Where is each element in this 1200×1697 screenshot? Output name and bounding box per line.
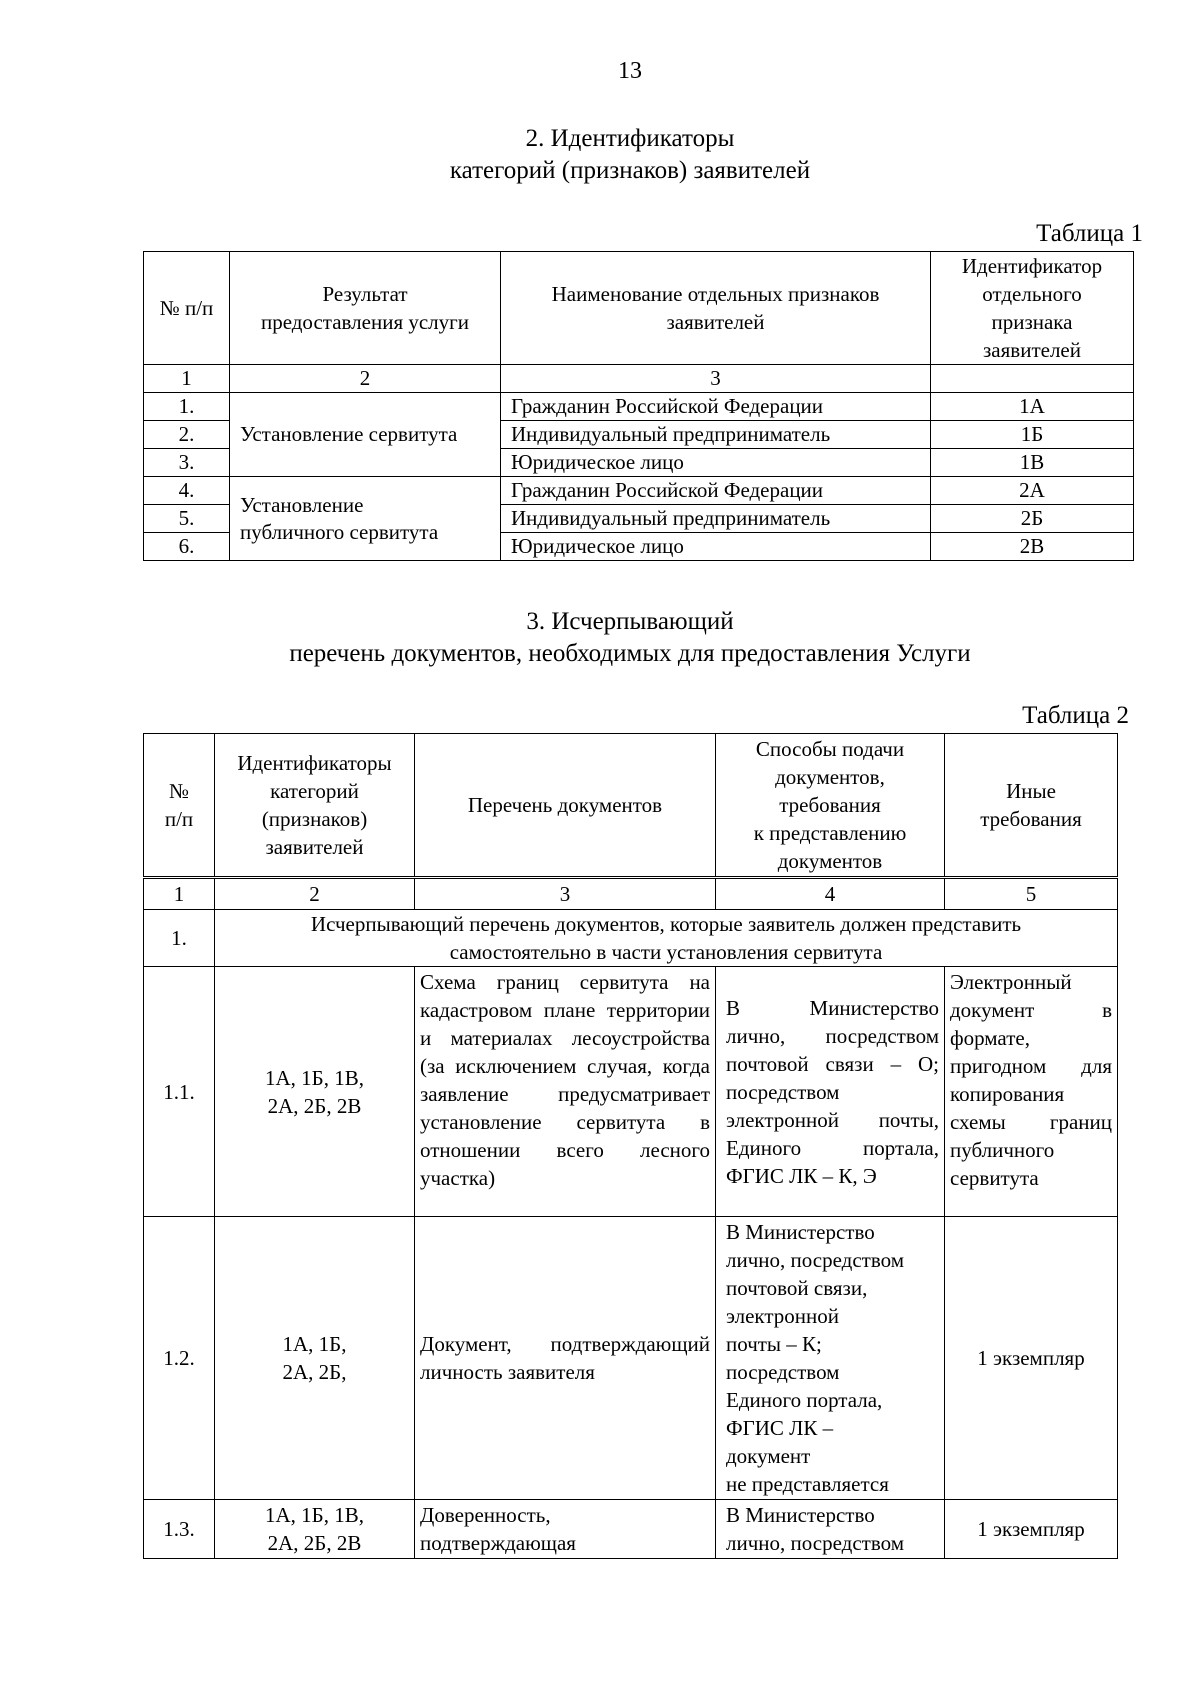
table-1: [143, 251, 1134, 561]
header-category-ids: Идентификаторы категорий (признаков) заявителей: [215, 734, 415, 878]
applicant-id: 1А: [931, 393, 1134, 421]
header-num: № п/п: [144, 734, 215, 878]
table-row: [144, 393, 1134, 421]
applicant-name: Юридическое лицо: [501, 533, 931, 561]
other-requirements: 1 экземпляр: [945, 1217, 1118, 1500]
other-requirements: Электронный документ в формате, пригодном для копирования схемы границ публичного сервитута: [945, 967, 1118, 1217]
applicant-name: Индивидуальный предприниматель: [501, 421, 931, 449]
table-1-label: Таблица 1: [1036, 220, 1143, 247]
row-num: 4.: [144, 477, 230, 505]
table-2: [143, 733, 1118, 1559]
applicant-id: 2В: [931, 533, 1134, 561]
table-row: [144, 477, 1134, 505]
table-2-label: Таблица 2: [1022, 702, 1129, 729]
table-2-column-numbers: [144, 878, 1118, 910]
applicant-id: 2А: [931, 477, 1134, 505]
col-number: 2: [230, 365, 501, 393]
result-cell: Установление публичного сервитута: [230, 477, 501, 561]
header-documents: Перечень документов: [415, 734, 716, 878]
document-list: Документ, подтверждающий личность заявителя: [415, 1217, 716, 1500]
header-identifier: Идентификатор отдельного признака заявителей: [931, 252, 1134, 365]
section-2-title-line2: категорий (признаков) заявителей: [449, 157, 811, 184]
applicant-id: 1В: [931, 449, 1134, 477]
result-cell: Установление сервитута: [230, 393, 501, 477]
section-2-title-line1: 2. Идентификаторы: [525, 125, 735, 152]
applicant-name: Индивидуальный предприниматель: [501, 505, 931, 533]
table-1-column-numbers: [144, 365, 1134, 393]
row-num: 1.1.: [144, 967, 215, 1217]
applicant-name: Гражданин Российской Федерации: [501, 477, 931, 505]
table-row: [144, 1217, 1118, 1500]
header-result: Результат предоставления услуги: [230, 252, 501, 365]
table-1-header-row: [144, 252, 1134, 365]
table-row: [144, 1500, 1118, 1559]
row-num: 6.: [144, 533, 230, 561]
submission-methods: В Министерство лично, посредством: [716, 1500, 945, 1559]
table-2-header-row: [144, 734, 1118, 878]
col-number: 3: [415, 878, 716, 910]
page-number: 13: [618, 58, 642, 84]
table-row: [144, 967, 1118, 1217]
document-list: Схема границ сервитута на кадастровом плане территории и материалах лесоустройства (за исключением случая, когда заявление предусматривает установление сервитута в отношении всего лесного участка): [415, 967, 716, 1217]
category-ids: 1А, 1Б, 2А, 2Б,: [215, 1217, 415, 1500]
section-3-title-line2: перечень документов, необходимых для предоставления Услуги: [289, 640, 971, 667]
col-number: 4: [716, 878, 945, 910]
row-num: 1.: [144, 393, 230, 421]
row-num: 1.2.: [144, 1217, 215, 1500]
row-num: 1.3.: [144, 1500, 215, 1559]
col-number: 5: [945, 878, 1118, 910]
document-list: Доверенность, подтверждающая: [415, 1500, 716, 1559]
header-submission-methods: Способы подачи документов, требования к представлению документов: [716, 734, 945, 878]
row-num: 3.: [144, 449, 230, 477]
col-number: [931, 365, 1134, 393]
group-row: [144, 910, 1118, 967]
applicant-name: Гражданин Российской Федерации: [501, 393, 931, 421]
header-applicant-name: Наименование отдельных признаков заявителей: [501, 252, 931, 365]
group-row-text: Исчерпывающий перечень документов, которые заявитель должен представить самостоятельно в части установления сервитута: [215, 910, 1118, 967]
col-number: 1: [144, 365, 230, 393]
applicant-name: Юридическое лицо: [501, 449, 931, 477]
submission-methods: В Министерство лично, посредством почтовой связи, электронной почты – К; посредством Единого портала, ФГИС ЛК – документ не представляется: [716, 1217, 945, 1500]
applicant-id: 2Б: [931, 505, 1134, 533]
other-requirements: 1 экземпляр: [945, 1500, 1118, 1559]
row-num: 5.: [144, 505, 230, 533]
category-ids: 1А, 1Б, 1В, 2А, 2Б, 2В: [215, 967, 415, 1217]
category-ids: 1А, 1Б, 1В, 2А, 2Б, 2В: [215, 1500, 415, 1559]
col-number: 1: [144, 878, 215, 910]
col-number: 3: [501, 365, 931, 393]
header-other-requirements: Иные требования: [945, 734, 1118, 878]
col-number: 2: [215, 878, 415, 910]
applicant-id: 1Б: [931, 421, 1134, 449]
header-num: № п/п: [144, 252, 230, 365]
section-2-title: [0, 123, 1200, 187]
section-3-title-line1: 3. Исчерпывающий: [526, 608, 734, 635]
submission-methods: В Министерство лично, посредством почтовой связи – О; посредством электронной почты, Единого портала, ФГИС ЛК – К, Э: [716, 967, 945, 1217]
section-3-title: [0, 606, 1200, 670]
row-num: 1.: [144, 910, 215, 967]
row-num: 2.: [144, 421, 230, 449]
